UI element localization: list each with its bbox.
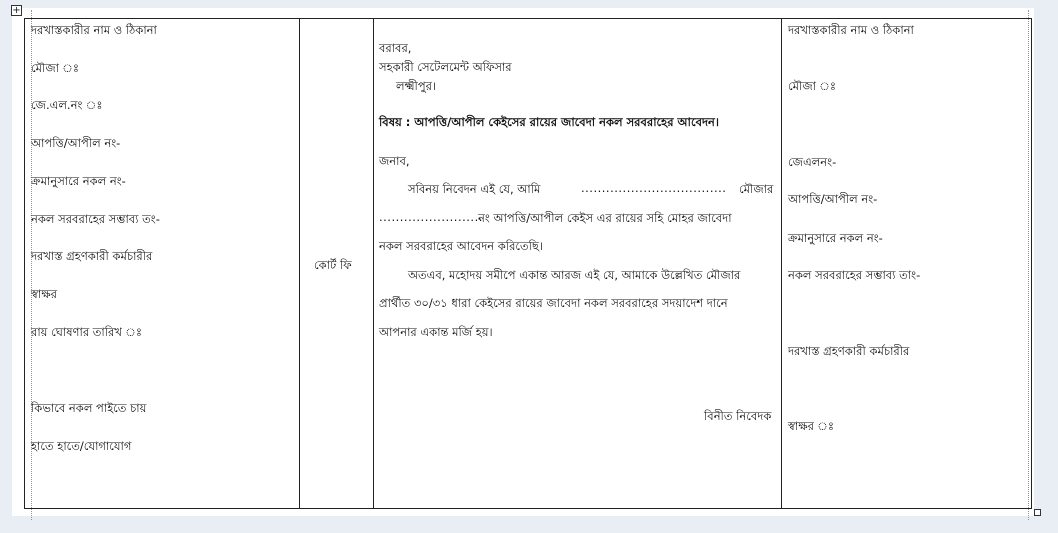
jl-no-label-right: জেএলনং- — [788, 155, 837, 169]
letter-officer: সহকারী সেটেলমেন্ট অফিসার — [379, 60, 512, 74]
objection-appeal-no-label-right: আপত্তি/আপীল নং- — [788, 192, 878, 206]
signature-label-right: স্বাক্ষর ঃ — [788, 419, 835, 433]
mouza-label-right: মৌজা ঃ — [788, 79, 837, 93]
para1-line2: নং আপত্তি/আপীল কেইস এর রায়ের সহি মোহর জাবেদা — [478, 211, 732, 225]
serial-copy-no-label: ক্রমানুসারে নকল নং- — [31, 174, 126, 188]
possible-supply-date-label: নকল সরবরাহের সম্ভাব্য তং- — [31, 212, 160, 226]
table-resize-handle-icon[interactable] — [1034, 509, 1041, 516]
counterfoil-column-right — [782, 19, 1031, 508]
possible-supply-date-label-right: নকল সরবরাহের সম্ভাব্য তাং- — [788, 268, 921, 282]
serial-copy-no-label-right: ক্রমানুসারে নকল নং- — [788, 231, 883, 245]
applicant-name-label-right: দরখাস্তকারীর নাম ও ঠিকানা — [788, 23, 914, 37]
hand-post-label: হাতে হাতে/যোগাযোগ — [31, 439, 132, 453]
receiving-employee-label: দরখাস্ত গ্রহণকারী কর্মচারীর — [31, 249, 153, 263]
applicant-name-label: দরখাস্তকারীর নাম ও ঠিকানা — [31, 23, 157, 37]
how-copy-label: কিভাবে নকল পাইতে চায় — [31, 401, 147, 415]
para1-line1: সবিনয় নিবেদন এই যে, আমি — [408, 182, 541, 196]
para1-line3: নকল সরবরাহের আবেদন করিতেছি। — [379, 239, 544, 253]
application-letter-column — [374, 19, 782, 508]
mouza-label: মৌজা ঃ — [31, 61, 80, 75]
jl-no-label: জে.এল.নং ঃ — [31, 98, 103, 112]
letter-closing: বিনীত নিবেদক — [704, 409, 772, 423]
court-fee-column — [300, 19, 374, 508]
receiving-employee-label-right: দরখাস্ত গ্রহণকারী কর্মচারীর — [788, 344, 910, 358]
verdict-date-label: রায় ঘোষণার তারিখ ঃ — [31, 325, 143, 339]
letter-salutation: জনাব, — [379, 154, 410, 168]
application-form-table — [24, 18, 1032, 509]
para2-line2: প্রার্থীত ৩০/৩১ ধারা কেইসের রায়ের জাবেদা নকল সরবরাহের সদয়াদেশ দানে — [379, 296, 728, 310]
letter-to: বরাবর, — [379, 41, 412, 55]
court-fee-label: কোর্ট ফি — [314, 258, 352, 272]
para1-dots2: ......................... — [379, 210, 483, 224]
objection-appeal-no-label: আপত্তি/আপীল নং- — [31, 136, 121, 150]
para1-dots1: ................................... — [581, 181, 727, 195]
signature-label: স্বাক্ষর — [31, 287, 57, 301]
letter-place: লক্ষ্মীপুর। — [396, 79, 437, 93]
letter-subject: বিষয় : আপত্তি/আপীল কেইসের রায়ের জাবেদা নকল সরবরাহের আবেদন। — [379, 115, 719, 129]
para2-line3: আপনার একান্ত মর্জি হয়। — [379, 325, 493, 339]
para1-mouza: মৌজার — [739, 182, 774, 196]
table-move-handle-icon[interactable]: + — [12, 5, 21, 16]
counterfoil-column-left — [25, 19, 300, 508]
para2-line1: অতএব, মহোদয় সমীপে একান্ত আরজ এই যে, আমাকে উল্লেখিত মৌজার — [408, 268, 741, 282]
